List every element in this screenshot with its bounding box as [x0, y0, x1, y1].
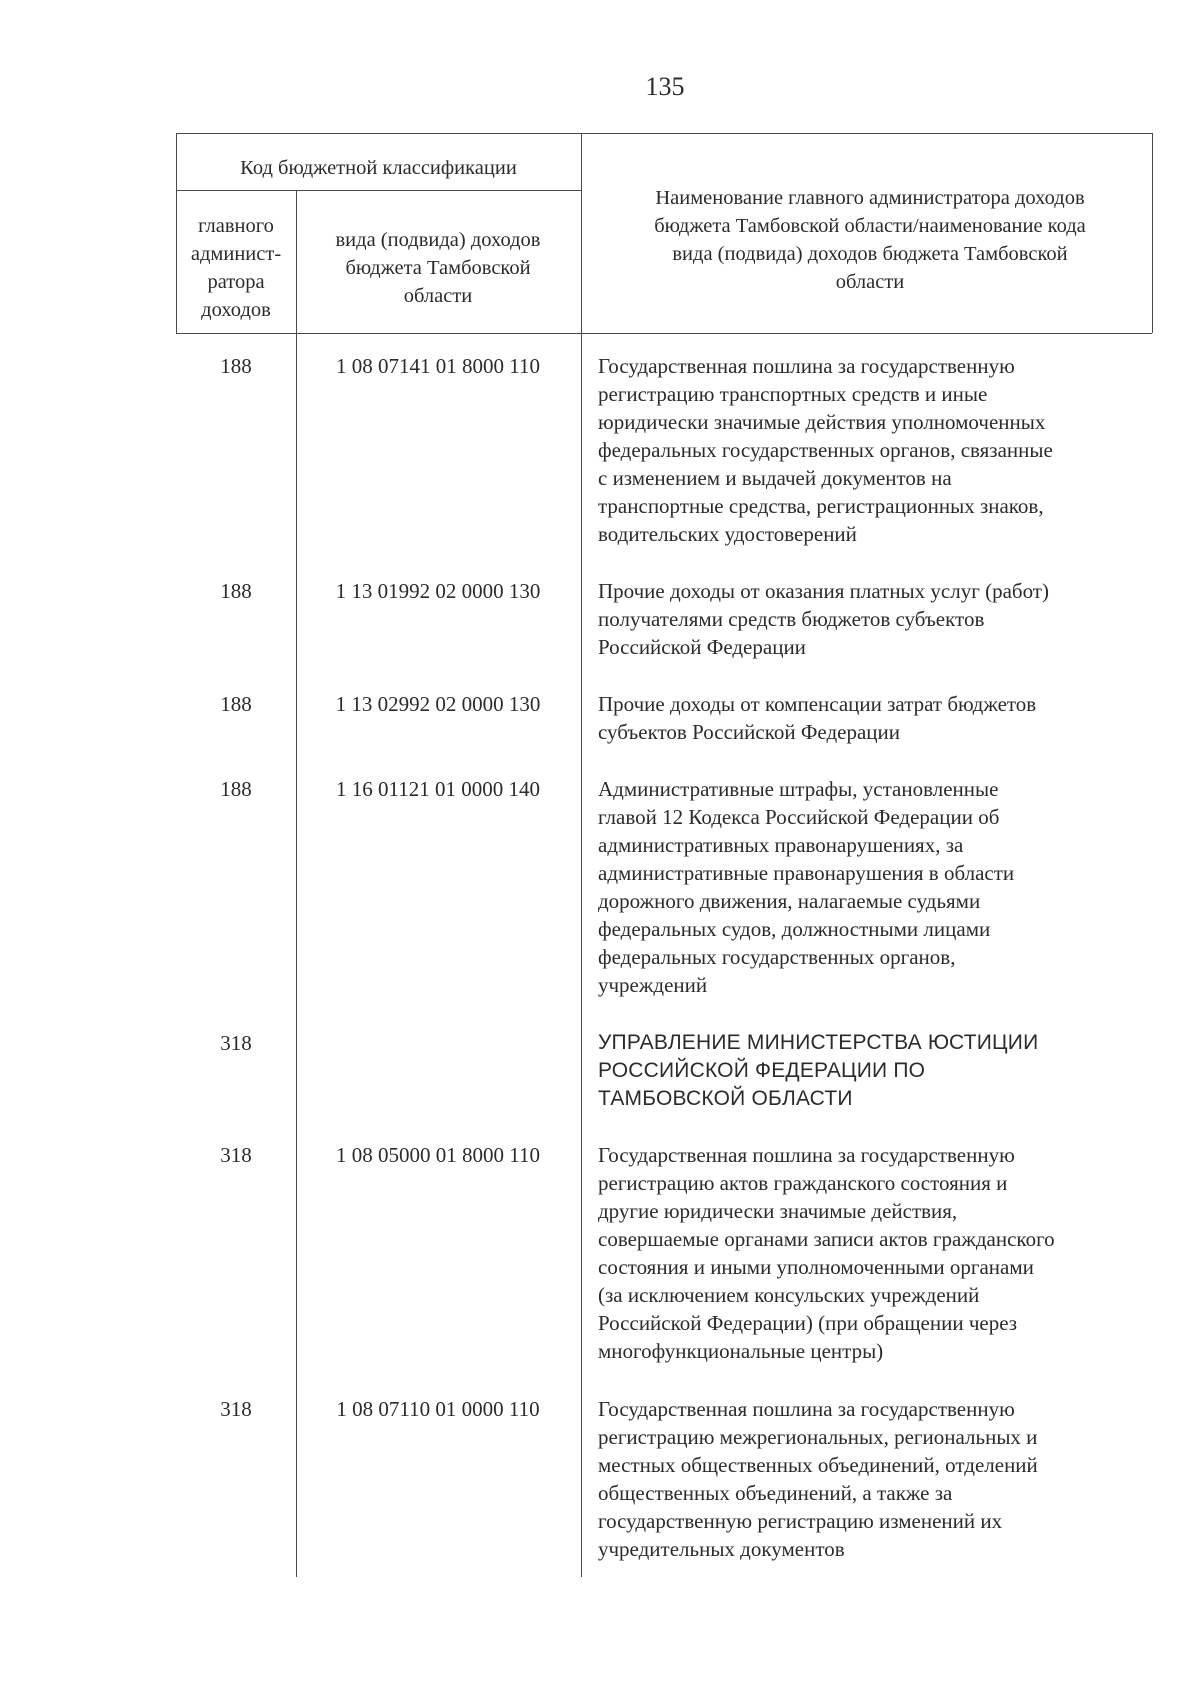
- header-col-admin-line: главного: [198, 215, 274, 237]
- admin-code-cell: 188: [220, 692, 252, 716]
- income-name-line: Российской Федерации: [598, 635, 806, 659]
- income-name-line: федеральных судов, должностными лицами: [598, 917, 991, 941]
- header-col-kind-line: вида (подвида) доходов: [335, 229, 541, 251]
- admin-code-cell: 318: [220, 1397, 252, 1421]
- income-name-line: федеральных государственных органов, связанные: [598, 438, 1053, 462]
- income-name-line: федеральных государственных органов,: [598, 945, 956, 969]
- income-name-line: водительских удостоверений: [598, 522, 857, 546]
- income-name-line: многофункциональные центры): [598, 1339, 884, 1363]
- income-name-line: совершаемые органами записи актов гражданского: [598, 1227, 1055, 1251]
- header-col-kind-line: области: [403, 285, 473, 307]
- income-name-line: регистрацию межрегиональных, региональных и: [598, 1425, 1038, 1449]
- income-name-line: (за исключением консульских учреждений: [598, 1283, 980, 1307]
- income-code-cell: 1 08 07141 01 8000 110: [336, 354, 540, 378]
- header-col-kind-line: бюджета Тамбовской: [345, 257, 531, 279]
- header-col-kind: [300, 226, 576, 310]
- income-name-line: Государственная пошлина за государственную: [598, 1397, 1015, 1421]
- header-group-divider: [176, 190, 581, 191]
- income-name-line: регистрацию актов гражданского состояния и: [598, 1171, 1008, 1195]
- income-name-cell: [598, 775, 1148, 999]
- income-name-cell: [598, 1395, 1148, 1563]
- income-name-line: Прочие доходы от оказания платных услуг (работ): [598, 579, 1049, 603]
- income-name-line: Российской Федерации) (при обращении через: [598, 1311, 1018, 1335]
- income-code-cell: 1 13 02992 02 0000 130: [335, 692, 541, 716]
- header-col-name: [590, 184, 1150, 296]
- income-name-line: транспортные средства, регистрационных знаков,: [598, 494, 1044, 518]
- admin-code-cell: 188: [220, 354, 252, 378]
- income-name-line: с изменением и выдачей документов на: [598, 466, 952, 490]
- income-name-line: регистрацию транспортных средств и иные: [598, 382, 988, 406]
- income-code-cell: 1 13 01992 02 0000 130: [335, 579, 541, 603]
- administrator-heading: [598, 1029, 1148, 1113]
- income-name-line: получателями средств бюджетов субъектов: [598, 607, 985, 631]
- income-name-line: административные правонарушения в области: [598, 861, 1015, 885]
- income-name-line: учреждений: [598, 973, 708, 997]
- administrator-heading-line: РОССИЙСКОЙ ФЕДЕРАЦИИ ПО: [598, 1059, 926, 1082]
- income-name-line: государственную регистрацию изменений их: [598, 1509, 1003, 1533]
- header-col-name-line: вида (подвида) доходов бюджета Тамбовской: [672, 243, 1068, 265]
- column-divider-1: [296, 190, 297, 1577]
- table-top-border: [176, 133, 1152, 134]
- admin-code-cell: 188: [220, 579, 252, 603]
- administrator-heading-line: УПРАВЛЕНИЕ МИНИСТЕРСТВА ЮСТИЦИИ: [598, 1031, 1039, 1054]
- admin-code-cell: 318: [220, 1143, 252, 1167]
- income-name-line: Административные штрафы, установленные: [598, 777, 999, 801]
- income-name-line: Государственная пошлина за государственную: [598, 1143, 1015, 1167]
- income-name-cell: [598, 577, 1148, 661]
- income-name-line: административных правонарушениях, за: [598, 833, 964, 857]
- header-col-admin-line: доходов: [201, 299, 271, 321]
- income-code-cell: 1 08 07110 01 0000 110: [336, 1397, 540, 1421]
- income-name-line: субъектов Российской Федерации: [598, 720, 901, 744]
- income-name-cell: [598, 352, 1148, 548]
- header-col-name-line: области: [835, 271, 905, 293]
- income-name-cell: [598, 1141, 1148, 1365]
- income-name-line: главой 12 Кодекса Российской Федерации об: [598, 805, 1000, 829]
- income-name-line: Государственная пошлина за государственную: [598, 354, 1015, 378]
- header-group-title: Код бюджетной классификации: [240, 157, 517, 179]
- income-name-line: юридически значимые действия уполномоченных: [598, 410, 1046, 434]
- income-name-line: местных общественных объединений, отделений: [598, 1453, 1038, 1477]
- column-divider-2: [581, 133, 582, 1577]
- income-name-line: общественных объединений, а также за: [598, 1481, 953, 1505]
- income-name-line: другие юридически значимые действия,: [598, 1199, 958, 1223]
- table-right-border: [1152, 133, 1153, 333]
- page-number: 135: [645, 72, 685, 101]
- income-name-cell: [598, 690, 1148, 746]
- header-col-admin: [176, 212, 296, 324]
- admin-code-cell: 188: [220, 777, 252, 801]
- income-name-line: дорожного движения, налагаемые судьями: [598, 889, 981, 913]
- income-name-line: состояния и иными уполномоченными органами: [598, 1255, 1034, 1279]
- header-col-admin-line: админист-: [190, 243, 282, 265]
- header-bottom-border: [176, 333, 1152, 334]
- income-code-cell: 1 08 05000 01 8000 110: [336, 1143, 540, 1167]
- header-col-name-line: бюджета Тамбовской области/наименование кода: [654, 215, 1086, 237]
- income-name-line: учредительных документов: [598, 1537, 845, 1561]
- header-col-name-line: Наименование главного администратора доходов: [655, 187, 1085, 209]
- admin-code-cell: 318: [220, 1031, 252, 1055]
- administrator-heading-line: ТАМБОВСКОЙ ОБЛАСТИ: [598, 1087, 853, 1110]
- header-col-admin-line: ратора: [207, 271, 265, 293]
- income-name-line: Прочие доходы от компенсации затрат бюджетов: [598, 692, 1037, 716]
- income-code-cell: 1 16 01121 01 0000 140: [336, 777, 540, 801]
